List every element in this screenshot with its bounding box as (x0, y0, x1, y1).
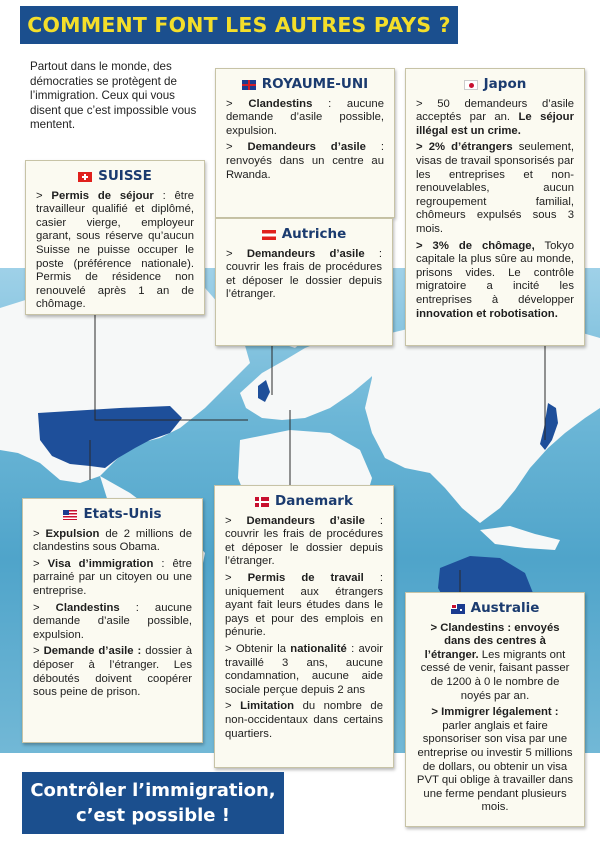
danemark-permis: > Permis de travail : uniquement aux étrangers ayant fait leurs études dans le pays et pour des emplois en pénurie. (225, 571, 383, 639)
japon-etrangers: > 2% d’étrangers seulement, visas de travail sponsorisés par les entreprises et non-renouvelables, aucun regroupement familial, chômeurs expulsés sous 3 mois. (416, 141, 574, 235)
us-expulsion: > Expulsion de 2 millions de clandestins sous Obama. (33, 527, 192, 554)
etats-unis-box (22, 498, 203, 743)
us-flag-icon (63, 510, 77, 520)
uk-flag-icon (242, 80, 256, 90)
autriche-demandeurs: > Demandeurs d’asile : couvrir les frais de procédures et déposer le dossier depuis l’étranger. (226, 247, 382, 301)
australie-clandestins: > Clandestins : envoyés dans des centres à l’étranger. Les migrants ont cessé de venir, faisant passer de 1200 à 0 le nombre de noyés par an. (420, 621, 570, 702)
autriche-title: Autriche (226, 228, 382, 242)
intro-text: Partout dans le monde, des démocraties se protègent de l’immigration. Ceux qui vous disent que c’est impossible vous mentent. (30, 60, 197, 132)
slogan-line-2: c’est possible ! (76, 805, 230, 826)
page-title-banner (20, 6, 458, 44)
suisse-title: SUISSE (36, 170, 194, 184)
australie-title: Australie (416, 602, 574, 616)
slogan-line-1: Contrôler l’immigration, (30, 780, 276, 801)
slogan-banner (22, 772, 284, 834)
austria-flag-icon (262, 230, 276, 240)
royaume-uni-title: ROYAUME-UNI (226, 78, 384, 92)
australie-box (405, 592, 585, 827)
suisse-permis: > Permis de séjour : être travailleur qualifié et diplômé, casier vierge, employeur garant, sous réserve qu’aucun Suisse ne puisse occuper le poste (préférence nationale). Permis de résidence non renouvelé après 1 an de chômage. (36, 189, 194, 311)
suisse-box (25, 160, 205, 315)
danemark-nationalite: > Obtenir la nationalité : avoir travaillé 3 ans, aucune condamnation, aucune aide sociale perçue depuis 2 ans (225, 642, 383, 696)
page-title: COMMENT FONT LES AUTRES PAYS ? (27, 13, 451, 37)
us-demande-asile: > Demande d’asile : dossier à déposer à l’étranger. Les déboutés doivent coopérer sous peine de prison. (33, 645, 192, 699)
japon-title: Japon (416, 78, 574, 92)
australie-immigrer: > Immigrer légalement : parler anglais et faire sponsoriser son visa par une entreprise ou investir 5 millions de dollars, ou obtenir un visa PVT qui oblige à travailler dans une ferme pendant plusieurs mois. (416, 706, 574, 814)
denmark-flag-icon (255, 497, 269, 507)
uk-clandestins: > Clandestins : aucune demande d’asile possible, expulsion. (226, 97, 384, 137)
danemark-title: Danemark (225, 495, 383, 509)
etats-unis-title: Etats-Unis (33, 508, 192, 522)
japan-flag-icon (464, 80, 478, 90)
danemark-limitation: > Limitation du nombre de non-occidentaux dans certains quartiers. (225, 700, 383, 740)
danemark-box (214, 485, 394, 768)
japon-box (405, 68, 585, 346)
swiss-flag-icon (78, 172, 92, 182)
europe-landmass (240, 333, 385, 420)
australia-flag-icon (451, 604, 465, 614)
us-clandestins: > Clandestins : aucune demande d’asile possible, expulsion. (33, 601, 192, 641)
japon-chomage: > 3% de chômage, Tokyo capitale la plus sûre au monde, prisons vides. Le contrôle migratoire a incité les entreprises à développer innovation et robotisation. (416, 239, 574, 320)
autriche-box (215, 218, 393, 346)
us-visa: > Visa d’immigration : être parrainé par un citoyen ou une entreprise. (33, 557, 192, 597)
asia-landmass (365, 318, 600, 523)
japon-asile: > 50 demandeurs d’asile acceptés par an. Le séjour illégal est un crime. (416, 97, 574, 137)
indonesia-landmass (480, 526, 560, 550)
royaume-uni-box (215, 68, 395, 218)
danemark-demandeurs: > Demandeurs d’asile : couvrir les frais de procédures et déposer le dossier depuis l’étranger. (225, 514, 383, 568)
uk-demandeurs: > Demandeurs d’asile : renvoyés dans un centre au Rwanda. (226, 141, 384, 181)
